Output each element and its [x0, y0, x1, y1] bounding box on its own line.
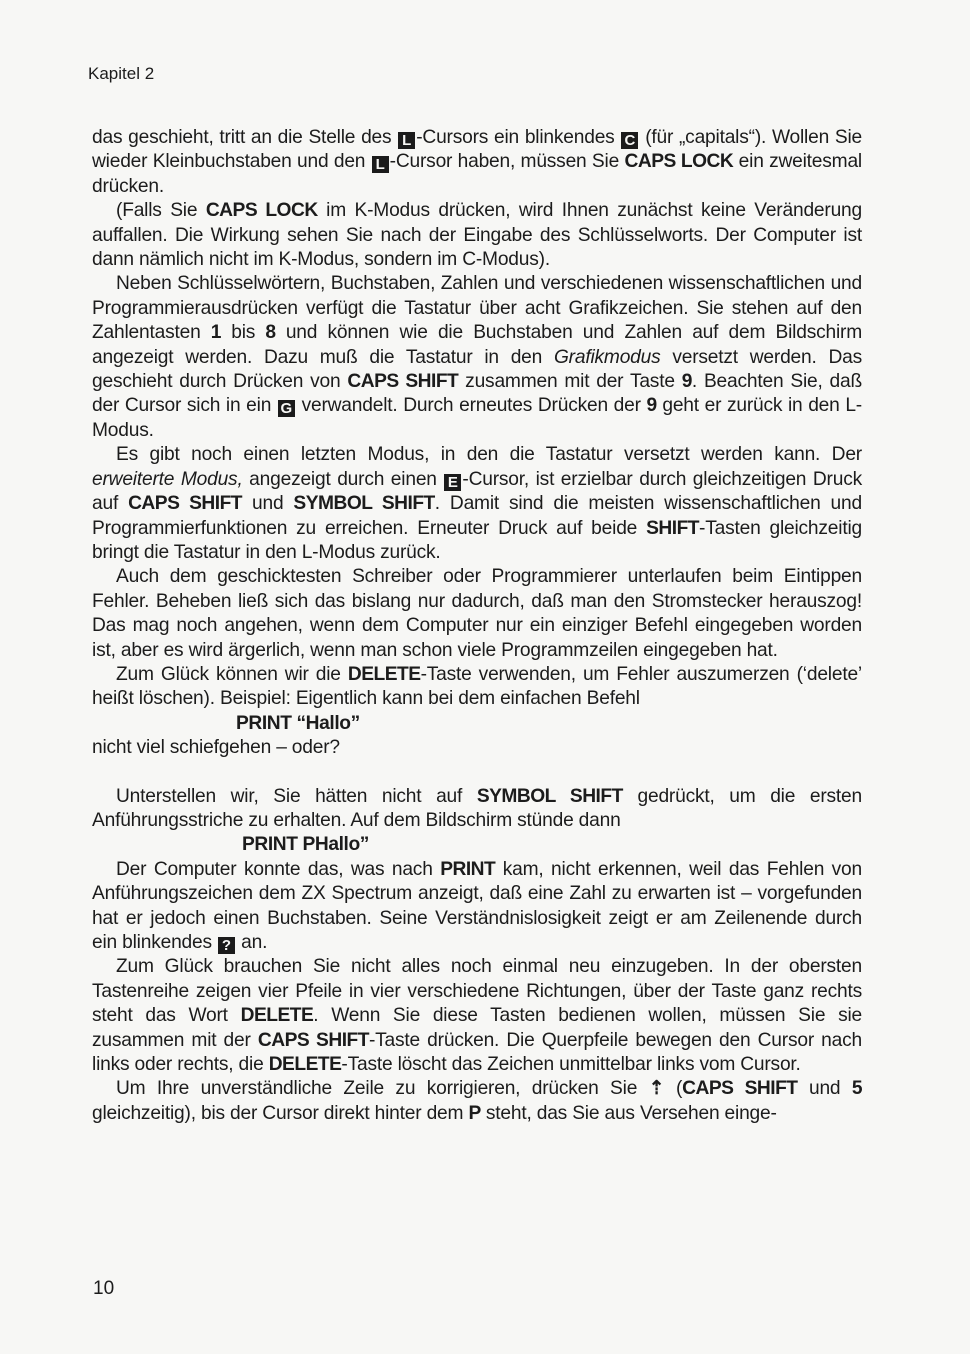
key-symbol-shift: SYMBOL SHIFT [293, 493, 435, 515]
question-cursor-icon: ? [218, 937, 235, 954]
key-print: PRINT [440, 858, 496, 880]
key-caps-shift: CAPS SHIFT [128, 493, 243, 515]
page-number: 10 [93, 1278, 115, 1299]
paragraph-10: Zum Glück brauchen Sie nicht alles noch einmal neu einzugeben. In der obersten Tastenreihe zeigen vier Pfeile in vier verschiedene Richtungen, über der Taste ganz rechts steht das Wort DELETE. Wenn Sie diese Tasten bedienen wollen, müssen Sie sie zusammen mit der CAPS SHIFT-Taste drücken. Die Querpfeile bewegen den Cursor nach links oder rechts, die DELETE-Taste löscht das Zeichen unmittelbar links vom Cursor. [92, 956, 862, 1076]
paragraph-7: nicht viel schiefgehen – oder? [92, 737, 340, 759]
l-cursor-icon: L [372, 156, 389, 173]
l-cursor-icon: L [398, 132, 415, 149]
key-symbol-shift: SYMBOL SHIFT [476, 785, 623, 807]
page-body [92, 126, 862, 1126]
key-caps-shift: CAPS SHIFT [347, 371, 459, 393]
code-example-2: PRINT PHallo” [242, 834, 369, 856]
g-cursor-icon: G [278, 400, 295, 417]
paragraph-3: Neben Schlüsselwörtern, Buchstaben, Zahlen und verschiedenen wissenschaftlichen und Programmierausdrücken verfügt die Tastatur über acht Grafikzeichen. Sie stehen auf den Zahlentasten 1 bis 8 und können wie die Buchstaben und Zahlen auf dem Bildschirm angezeigt werden. Dazu muß die Tastatur in den Grafikmodus versetzt werden. Das geschieht durch Drücken von CAPS SHIFT zusammen mit der Taste 9. Beachten Sie, daß der Cursor sich in ein G verwandelt. Durch erneutes Drücken der 9 geht er zurück in den L-Modus. [92, 273, 862, 441]
paragraph-6: Zum Glück können wir die DELETE-Taste verwenden, um Fehler auszumerzen (‘delete’ heißt löschen). Beispiel: Eigentlich kann bei dem einfachen Befehl [92, 663, 862, 710]
paragraph-4: Es gibt noch einen letzten Modus, in den die Tastatur versetzt werden kann. Der erweiterte Modus, angezeigt durch einen E -Cursor, ist erzielbar durch gleichzeitigen Druck auf CAPS SHIFT und SYMBOL SHIFT. Damit sind die meisten wissenschaftlichen und Programmierfunktionen zu erreichen. Erneuter Druck auf beide SHIFT-Tasten gleichzeitig bringt die Tastatur in den L-Modus zurück. [92, 444, 862, 563]
e-cursor-icon: E [444, 474, 461, 491]
left-arrow-icon: ⇡ [648, 1078, 665, 1100]
key-caps-shift: CAPS SHIFT [682, 1078, 798, 1100]
key-delete: DELETE [240, 1005, 314, 1027]
paragraph-9: Der Computer konnte das, was nach PRINT kam, nicht erkennen, weil das Fehlen von Anführungszeichen dem ZX Spectrum anzeigt, daß eine Zahl zu erwarten ist – vorgefunden hat er jedoch einen Buchstaben. Seine Verständnislosigkeit zeigt er am Zeilenende durch ein blinkendes ? an. [92, 858, 863, 954]
c-cursor-icon: C [621, 132, 638, 149]
chapter-header: Kapitel 2 [88, 64, 155, 83]
paragraph-11: Um Ihre unverständliche Zeile zu korrigieren, drücken Sie ⇡ (CAPS SHIFT und 5 gleichzeitig), bis der Cursor direkt hinter dem P steht, das Sie aus Versehen einge- [92, 1078, 862, 1124]
key-caps-lock: CAPS LOCK [624, 151, 734, 173]
paragraph-5: Auch dem geschicktesten Schreiber oder Programmierer unterlaufen beim Eintippen Fehler. Beheben ließ sich das bislang nur dadurch, daß man den Stromstecker herauszog! Das mag noch angehen, wenn dem Computer nur ein einziger Befehl eingegeben worden ist, aber es wird ärgerlich, wenn man schon viele Programmzeilen eingegeben hat. [92, 566, 862, 661]
paragraph-2: (Falls Sie CAPS LOCK im K-Modus drücken, wird Ihnen zunächst keine Veränderung auffallen. Die Wirkung sehen Sie nach der Eingabe des Schlüsselworts. Der Computer ist dann nämlich nicht im K-Modus, sondern im C-Modus). [92, 200, 862, 271]
key-delete: DELETE [268, 1054, 342, 1076]
key-caps-shift: CAPS SHIFT [257, 1029, 369, 1051]
paragraph-8: Unterstellen wir, Sie hätten nicht auf SYMBOL SHIFT gedrückt, um die ersten Anführungsstriche zu erhalten. Auf dem Bildschirm stünde dann [92, 785, 862, 831]
code-example-1: PRINT “Hallo” [236, 712, 360, 734]
paragraph-1: das geschieht, tritt an die Stelle des L -Cursors ein blinkendes C (für „capitals“). Wollen Sie wieder Kleinbuchstaben und den L -Cursor haben, müssen Sie CAPS LOCK ein zweitesmal drücken. [92, 127, 862, 197]
key-caps-lock: CAPS LOCK [205, 200, 318, 222]
key-delete: DELETE [347, 663, 421, 685]
